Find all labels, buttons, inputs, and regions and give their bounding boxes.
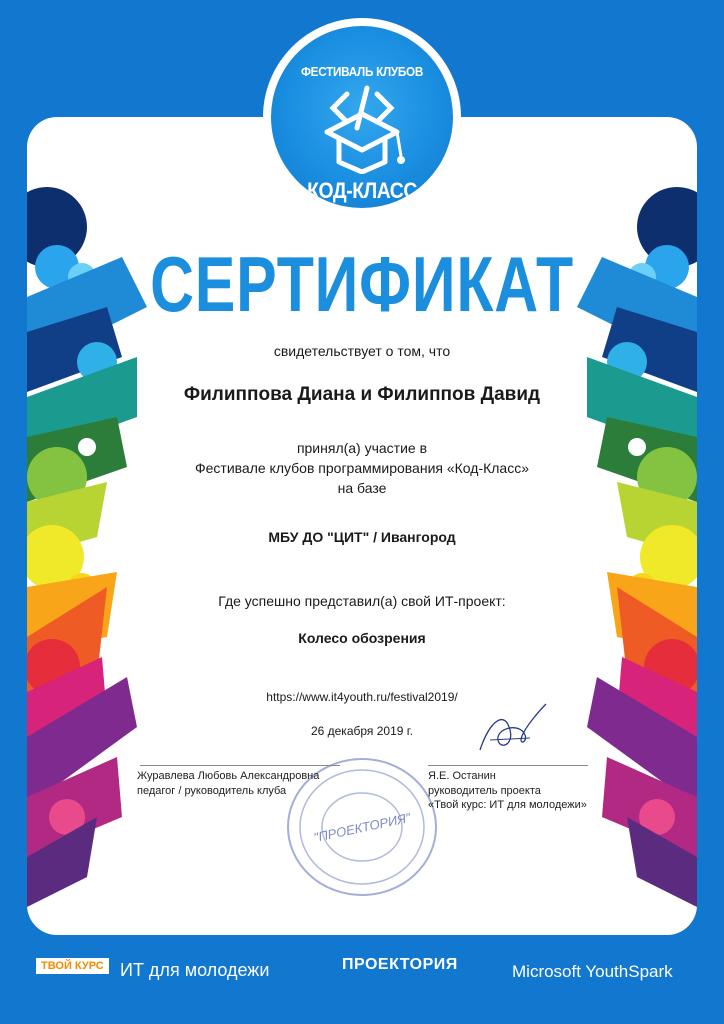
tvoy-kurs-badge: ТВОЙ КУРС bbox=[36, 958, 109, 974]
proektoria-logo bbox=[342, 956, 458, 974]
certificate-date: 26 декабря 2019 г. bbox=[310, 724, 414, 738]
left-signer-role: педагог / руководитель клуба bbox=[137, 785, 287, 797]
right-signer-name: Я.Е. Останин bbox=[428, 770, 496, 782]
right-signature-line bbox=[428, 765, 588, 766]
festival-line: Фестивале клубов программирования «Код-Класс» bbox=[194, 460, 530, 476]
left-signature-line bbox=[140, 765, 340, 766]
right-signer-role-1: руководитель проекта bbox=[428, 785, 541, 797]
certificate-intro: свидетельствует о том, что bbox=[273, 343, 451, 359]
left-signer-name: Журавлева Любовь Александровна bbox=[137, 770, 320, 782]
project-intro: Где успешно представил(а) свой ИТ-проект: bbox=[218, 593, 506, 609]
recipients-name: Филиппова Диана и Филиппов Давид bbox=[183, 384, 541, 405]
right-decoration bbox=[577, 117, 697, 935]
signature-scribble bbox=[470, 700, 550, 760]
project-name: Колесо обозрения bbox=[298, 630, 426, 646]
logo-top-text: ФЕСТИВАЛЬ КЛУБОВ bbox=[300, 64, 424, 79]
right-signer-role-2: «Твой курс: ИТ для молодежи» bbox=[428, 799, 587, 811]
festival-logo bbox=[263, 18, 461, 216]
festival-url: https://www.it4youth.ru/festival2019/ bbox=[266, 690, 458, 704]
stamp-center-text: "ПРОЕКТОРИЯ" bbox=[312, 809, 412, 846]
footer-it-text: ИТ для молодежи bbox=[120, 960, 270, 980]
microsoft-youthspark-text: Microsoft YouthSpark bbox=[512, 962, 673, 981]
code-graduation-cap-icon bbox=[309, 84, 415, 174]
left-decoration bbox=[27, 117, 147, 935]
proektoria-text: ПРОЕКТОРИЯ bbox=[342, 956, 458, 973]
footer bbox=[0, 950, 724, 1000]
participation-line: принял(а) участие в bbox=[296, 440, 428, 456]
base-line: на базе bbox=[337, 480, 387, 496]
certificate-title: СЕРТИФИКАТ bbox=[150, 240, 574, 328]
logo-bottom-text: КОД-КЛАСС bbox=[307, 178, 417, 203]
organization-name: МБУ ДО "ЦИТ" / Ивангород bbox=[268, 529, 456, 545]
